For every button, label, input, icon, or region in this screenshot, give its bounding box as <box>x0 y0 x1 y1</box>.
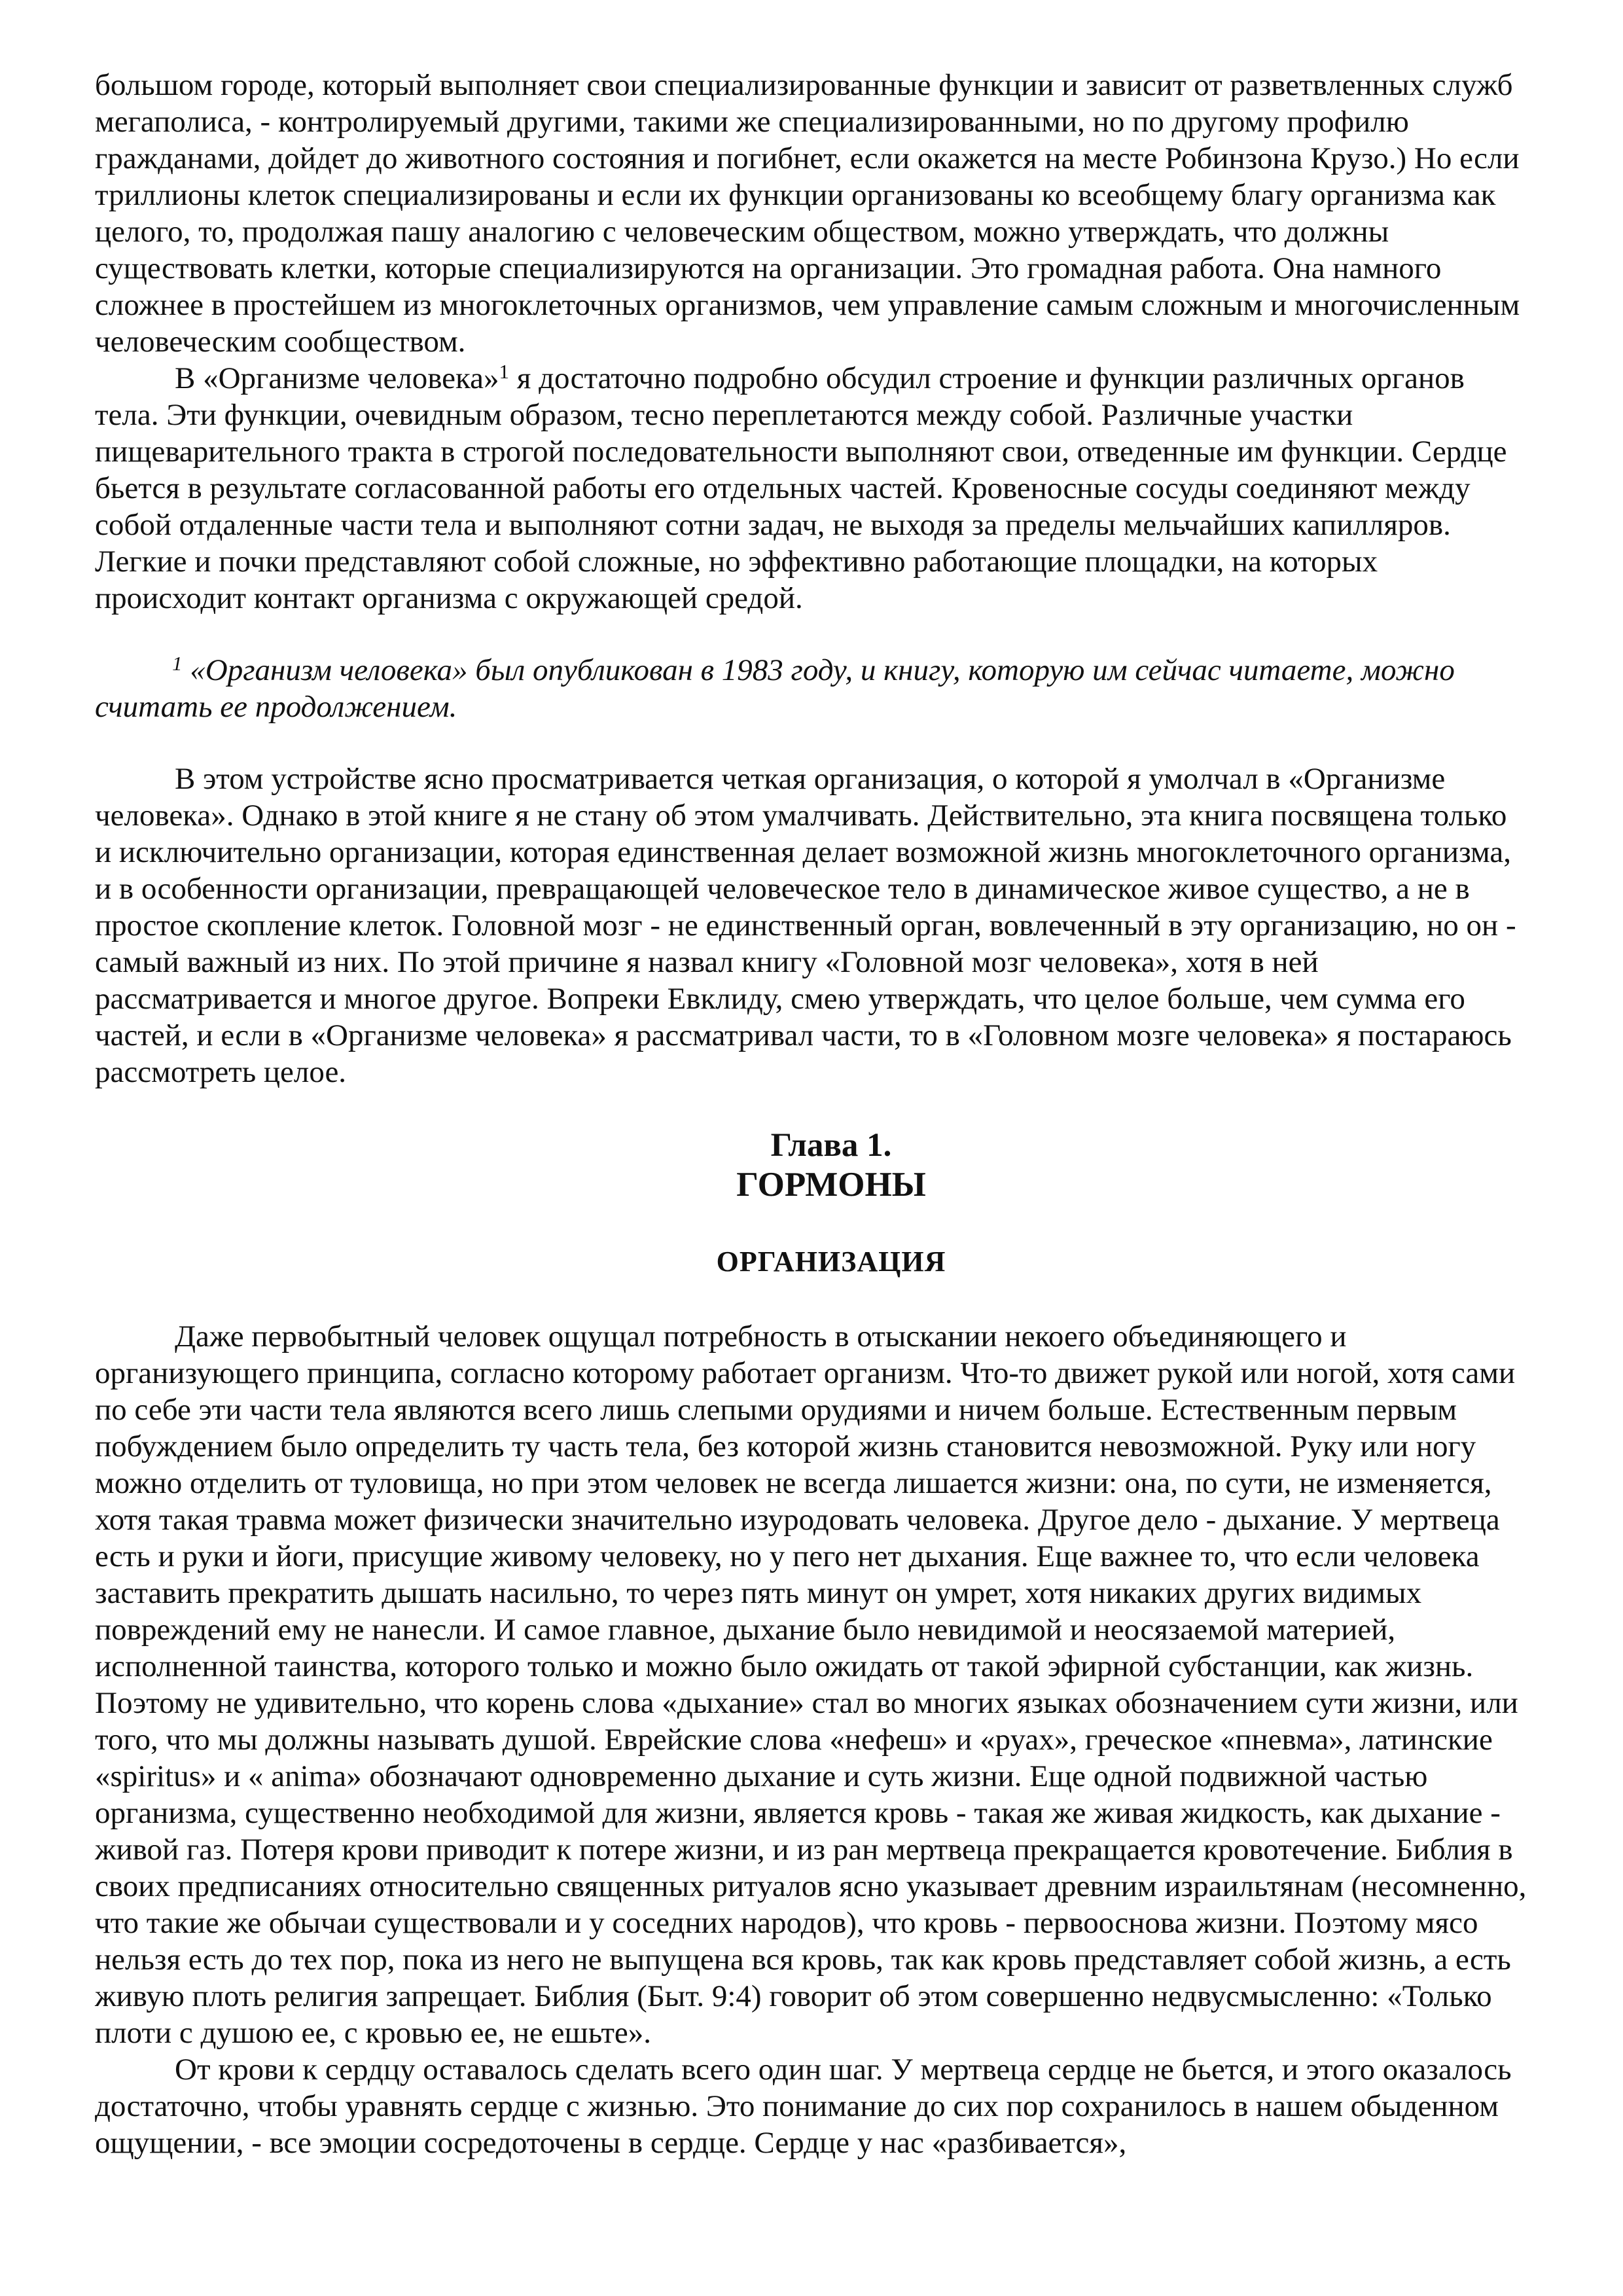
paragraph-primitive-man: Даже первобытный человек ощущал потребность в отыскании некоего объединяющего и организующего принципа, согласно которому работает организм. Что-то движет рукой или ногой, хотя сами по себе эти части тела являются всего лишь слепыми орудиями и ничем больше. Естественным первым побуждением было определить ту часть тела, без которой жизнь становится невозможной. Руку или ногу можно отделить от туловища, но при этом человек не всегда лишается жизни: она, по сути, не изменяется, хотя такая травма может физически значительно изуродовать человека. Другое дело - дыхание. У мертвеца есть и руки и йоги, присущие живому человеку, но у пего нет дыхания. Еще важнее то, что если человека заставить прекратить дышать насильно, то через пять минут он умрет, хотя никаких других видимых повреждений ему не нанесли. И самое главное, дыхание было невидимой и неосязаемой материей, исполненной таинства, которого только и можно было ожидать от такой эфирной субстанции, как жизнь. Поэтому не удивительно, что корень слова «дыхание» стал во многих языках обозначением сути жизни, или того, что мы должны называть душой. Еврейские слова «нефеш» и «руах», греческое «пневма», латинские «spiritus» и « anima» обозначают одновременно дыхание и суть жизни. Еще одной подвижной частью организма, существенно необходимой для жизни, является кровь - такая же живая жидкость, как дыхание - живой газ. Потеря крови приводит к потере жизни, и из ран мертвеца прекращается кровотечение. Библия в своих предписаниях относительно священных ритуалов ясно указывает древним израильтянам (несомненно, что такие же обычаи существовали и у соседних народов), что кровь - первооснова жизни. Поэтому мясо нельзя есть до тех пор, пока из него не выпущена вся кровь, так как кровь представляет собой жизнь, а есть живую плоть религия запрещает. Библия (Быт. 9:4) говорит об этом совершенно недвусмысленно: «Только плоти с душою ее, с кровью ее, не ешьте». <box>95 1319 1527 2050</box>
footnote-text: «Организм человека» был опубликован в 1983 году, и книгу, которую им сейчас читаете, можно считать ее продолжением. <box>95 653 1455 724</box>
paragraph-text-start: В «Организме человека» <box>175 361 499 395</box>
paragraph-blood-to-heart: От крови к сердцу оставалось сделать всего один шаг. У мертвеца сердце не бьется, и этого оказалось достаточно, чтобы уравнять сердце с жизнью. Это понимание до сих пор сохранилось в нашем обыденном ощущении, - все эмоции сосредоточены в сердце. Сердце у нас «разбивается», <box>95 2053 1512 2160</box>
paragraph-organism-reference <box>95 360 1528 617</box>
paragraph-organization: В этом устройстве ясно просматривается четкая организация, о которой я умолчал в «Организме человека». Однако в этой книге я не стану об этом умалчивать. Действительно, эта книга посвящена только и исключительно организации, которая единственная делает возможной жизнь многоклеточного организма, и в особенности организации, превращающей человеческое тело в динамическое живое существо, а не в простое скопление клеток. Головной мозг - не единственный орган, вовлеченный в эту организацию, но он - самый важный из них. По этой причине я назвал книгу «Головной мозг человека», хотя в ней рассматривается и многое другое. Вопреки Евклиду, смею утверждать, что целое больше, чем сумма его частей, и если в «Организме человека» я рассматривал части, то в «Головном мозге человека» я постараюсь рассмотреть целое. <box>95 762 1516 1089</box>
footnote-reference-marker[interactable]: 1 <box>499 360 509 383</box>
chapter-number: Глава 1. <box>770 1127 892 1164</box>
footnote <box>95 652 1528 725</box>
chapter-title: ГОРМОНЫ <box>736 1166 926 1204</box>
section-heading: ОРГАНИЗАЦИЯ <box>716 1246 946 1278</box>
chapter-heading <box>95 1126 1528 1204</box>
footnote-marker: 1 <box>172 652 183 675</box>
paragraph-text-end: я достаточно подробно обсудил строение и функции различных органов тела. Эти функции, очевидным образом, тесно переплетаются между собой. Различные участки пищеварительного тракта в строгой последовательности выполняют свои, отведенные им функции. Сердце бьется в результате согласованной работы его отдельных частей. Кровеносные сосуды соединяют между собой отдаленные части тела и выполняют сотни задач, не выходя за пределы мельчайших капилляров. Легкие и почки представляют собой сложные, но эффективно работающие площадки, на которых происходит контакт организма с окружающей средой. <box>95 361 1507 615</box>
paragraph-continued: большом городе, который выполняет свои специализированные функции и зависит от разветвленных служб мегаполиса, - контролируемый другими, такими же специализированными, но по другому профилю гражданами, дойдет до животного состояния и погибнет, если окажется на месте Робинзона Крузо.) Но если триллионы клеток специализированы и если их функции организованы ко всеобщему благу организма как целого, то, продолжая пашу аналогию с человеческим обществом, можно утверждать, что должны существовать клетки, которые специализируются на организации. Это громадная работа. Она намного сложнее в простейшем из многоклеточных организмов, чем управление самым сложным и многочисленным человеческим сообществом. <box>95 68 1520 359</box>
document-page <box>95 67 1528 2161</box>
